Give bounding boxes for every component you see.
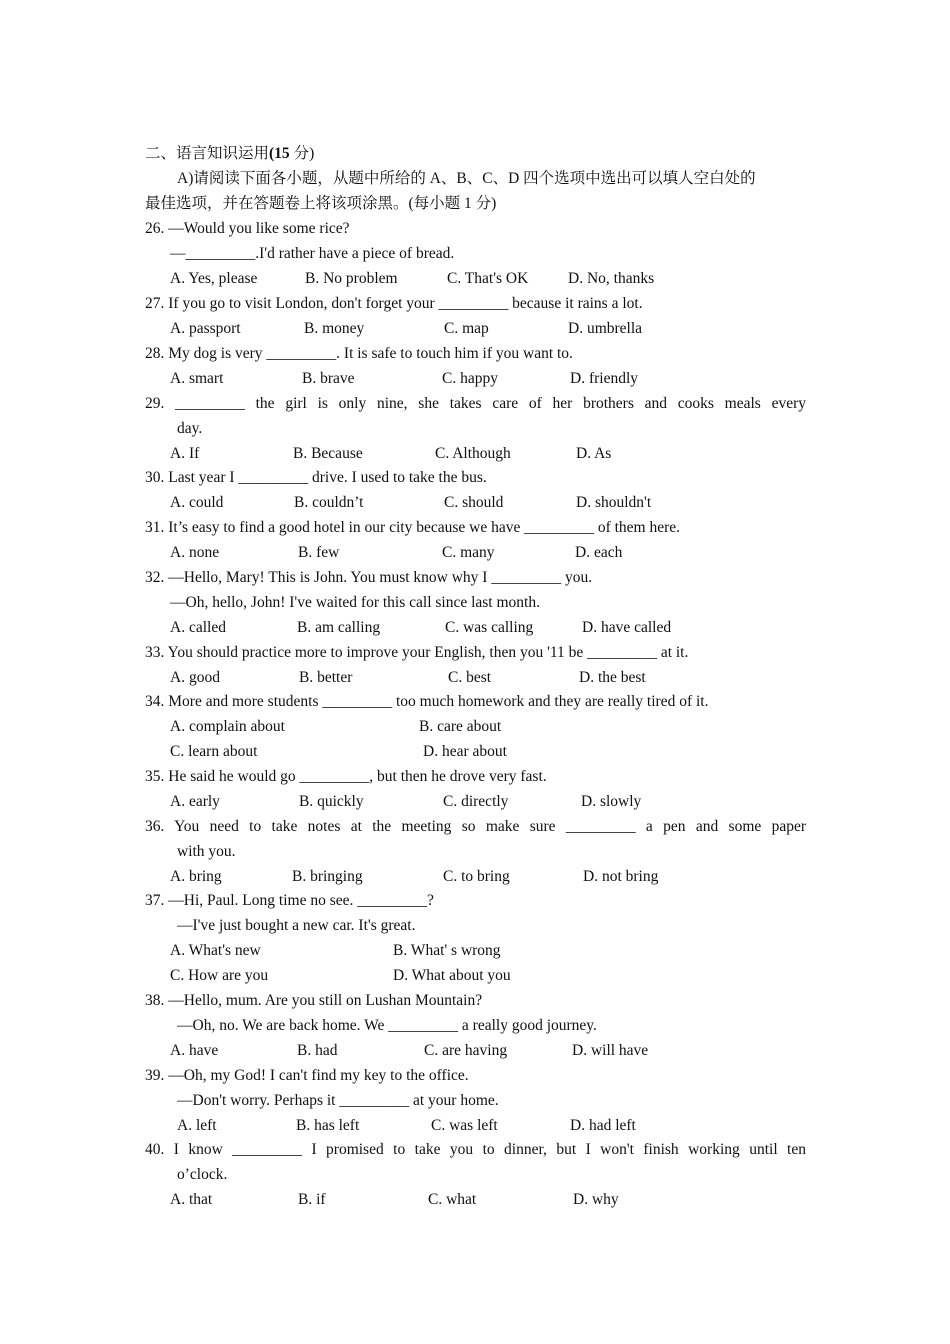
question-35-option-b: B. quickly [299,793,364,810]
question-33-option-d: D. the best [579,669,646,686]
question-34-option-d: D. hear about [423,743,507,760]
section-score-unit: 分) [289,145,315,162]
question-36-option-a: A. bring [170,868,222,885]
question-33-option-c: C. best [448,669,492,686]
question-33-option-b: B. better [299,669,353,686]
question-39-stem: 39. —Oh, my God! I can't find my key to the office. [145,1067,469,1084]
question-30-option-c: C. should [444,494,504,511]
question-26-option-c: C. That's OK [447,270,529,287]
section-score: (15 [269,145,290,162]
question-28-option-d: D. friendly [570,370,639,387]
question-40-stem: 40. I know _________ I promised to take you to dinner, but I won't finish working until ten [145,1141,806,1158]
question-28-option-a: A. smart [170,370,224,387]
question-39-option-d: D. had left [570,1117,636,1134]
question-34-option-a: A. complain about [170,718,285,735]
question-28-option-b: B. brave [302,370,355,387]
instruction-line-2: 最佳选项，并在答题卷上将该项涂黑。(每小题 1 分) [145,195,497,212]
question-29-option-d: D. As [576,445,612,462]
question-27-option-b: B. money [304,320,365,337]
question-40-option-b: B. if [298,1191,326,1208]
question-28-stem: 28. My dog is very _________. It is safe to touch him if you want to. [145,345,573,362]
question-30-option-a: A. could [170,494,224,511]
question-30-stem: 30. Last year I _________ drive. I used to take the bus. [145,469,487,486]
question-30-option-b: B. couldn’t [294,494,364,511]
question-36-option-c: C. to bring [443,868,510,885]
question-35-option-c: C. directly [443,793,509,810]
question-32-stem: 32. —Hello, Mary! This is John. You must know why I _________ you. [145,569,593,586]
question-29-option-b: B. Because [293,445,363,462]
question-27-option-d: D. umbrella [568,320,643,337]
question-32-reply: —Oh, hello, John! I've waited for this call since last month. [170,594,540,611]
question-27-option-c: C. map [444,320,489,337]
question-27-option-a: A. passport [170,320,241,337]
question-31-stem: 31. It’s easy to find a good hotel in our city because we have _________ of them here. [145,519,681,536]
question-33-stem: 33. You should practice more to improve your English, then you '11 be _________ at it. [145,644,689,661]
question-40-option-c: C. what [428,1191,477,1208]
question-40-option-d: D. why [573,1191,619,1208]
question-34-stem: 34. More and more students _________ too much homework and they are really tired of it. [145,693,709,710]
question-38-reply: —Oh, no. We are back home. We _________ a really good journey. [177,1017,597,1034]
question-37-option-b: B. What' s wrong [393,942,501,959]
question-39-option-a: A. left [177,1117,217,1134]
question-31-option-a: A. none [170,544,220,561]
question-29-option-c: C. Although [435,445,511,462]
section-heading [145,144,314,164]
question-34-option-b: B. care about [419,718,502,735]
question-35-option-a: A. early [170,793,220,810]
question-29-stem-continued: day. [177,420,203,437]
question-30-option-d: D. shouldn't [576,494,652,511]
question-34-option-c: C. learn about [170,743,258,760]
question-38-option-d: D. will have [572,1042,649,1059]
question-40-option-a: A. that [170,1191,213,1208]
question-26-reply: —_________.I'd rather have a piece of bread. [170,245,455,262]
question-38-option-b: B. had [297,1042,338,1059]
question-32-option-d: D. have called [582,619,672,636]
question-37-stem: 37. —Hi, Paul. Long time no see. _________? [145,892,434,909]
instruction-line-1: A)请阅读下面各小题，从题中所给的 A、B、C、D 四个选项中选出可以填人空白处的 [177,170,756,187]
question-39-reply: —Don't worry. Perhaps it _________ at your home. [177,1092,499,1109]
question-32-option-c: C. was calling [445,619,534,636]
question-26-stem: 26. —Would you like some rice? [145,220,350,237]
question-35-stem: 35. He said he would go _________, but then he drove very fast. [145,768,547,785]
question-26-option-d: D. No, thanks [568,270,655,287]
question-26-option-a: A. Yes, please [170,270,258,287]
question-36-option-b: B. bringing [292,868,363,885]
question-32-option-b: B. am calling [297,619,381,636]
question-37-option-d: D. What about you [393,967,511,984]
question-29-stem: 29. _________ the girl is only nine, she takes care of her brothers and cooks meals every [145,395,806,412]
question-29-option-a: A. If [170,445,200,462]
question-40-stem-continued: o’clock. [177,1166,228,1183]
question-28-option-c: C. happy [442,370,498,387]
question-36-stem: 36. You need to take notes at the meeting so make sure _________ a pen and some paper [145,818,806,835]
question-37-option-c: C. How are you [170,967,269,984]
question-39-option-c: C. was left [431,1117,498,1134]
question-27-stem: 27. If you go to visit London, don't forget your _________ because it rains a lot. [145,295,643,312]
question-31-option-d: D. each [575,544,623,561]
question-32-option-a: A. called [170,619,226,636]
question-33-option-a: A. good [170,669,220,686]
question-31-option-c: C. many [442,544,495,561]
question-31-option-b: B. few [298,544,340,561]
question-38-stem: 38. —Hello, mum. Are you still on Lushan Mountain? [145,992,483,1009]
question-36-stem-continued: with you. [177,843,236,860]
question-38-option-a: A. have [170,1042,219,1059]
question-37-option-a: A. What's new [170,942,261,959]
question-26-option-b: B. No problem [305,270,398,287]
question-39-option-b: B. has left [296,1117,360,1134]
question-37-reply: —I've just bought a new car. It's great. [177,917,416,934]
question-38-option-c: C. are having [424,1042,508,1059]
section-heading-text: 二、语言知识运用 [145,145,270,162]
question-35-option-d: D. slowly [581,793,642,810]
question-36-option-d: D. not bring [583,868,659,885]
